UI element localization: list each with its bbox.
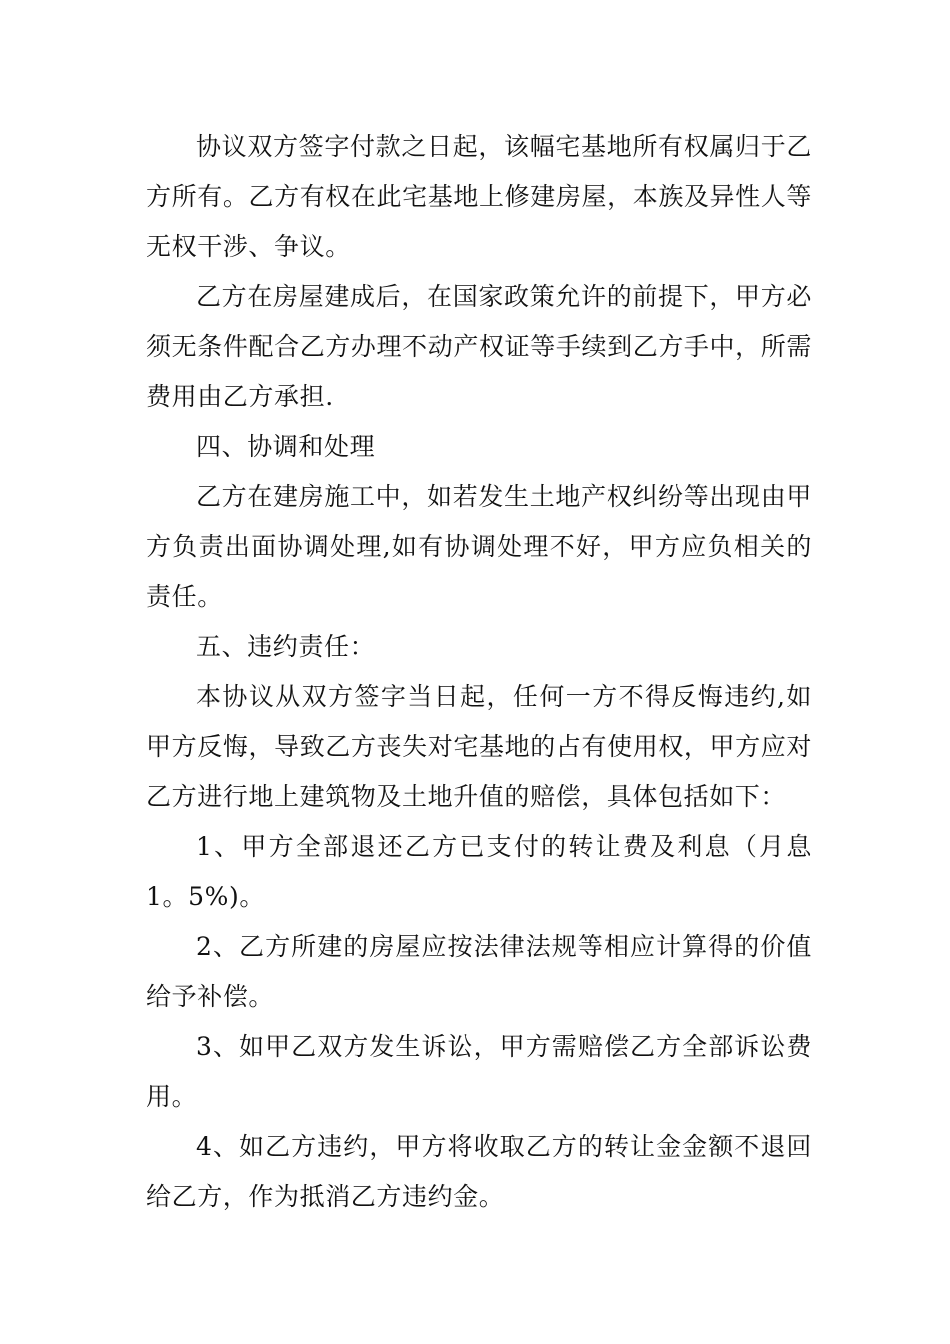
paragraph-ownership: 协议双方签字付款之日起，该幅宅基地所有权属归于乙方所有。乙方有权在此宅基地上修建房屋，本族及异性人等无权干涉、争议。: [146, 132, 812, 261]
paragraph-dispute-handling: 乙方在建房施工中，如若发生土地产权纠纷等出现由甲方负责出面协调处理,如有协调处理不好，甲方应负相关的责任。: [146, 482, 812, 611]
list-item-refund: 1、甲方全部退还乙方已支付的转让费及利息（月息1。5%)。: [146, 832, 812, 911]
section-heading-breach: 五、违约责任：: [196, 632, 376, 661]
document-body: [146, 122, 812, 1222]
section-heading-coordination: 四、协调和处理: [196, 432, 376, 461]
list-item-buyer-breach: 4、如乙方违约，甲方将收取乙方的转让金金额不退回给乙方，作为抵消乙方违约金。: [146, 1132, 812, 1211]
paragraph-property-certificate: 乙方在房屋建成后，在国家政策允许的前提下，甲方必须无条件配合乙方办理不动产权证等手续到乙方手中，所需费用由乙方承担.: [146, 282, 812, 411]
list-item-house-compensation: 2、乙方所建的房屋应按法律法规等相应计算得的价值给予补偿。: [146, 932, 812, 1011]
paragraph-breach-terms: 本协议从双方签字当日起，任何一方不得反悔违约,如甲方反悔，导致乙方丧失对宅基地的占有使用权，甲方应对乙方进行地上建筑物及土地升值的赔偿，具体包括如下：: [146, 682, 812, 811]
list-item-litigation-costs: 3、如甲乙双方发生诉讼，甲方需赔偿乙方全部诉讼费用。: [146, 1032, 812, 1111]
